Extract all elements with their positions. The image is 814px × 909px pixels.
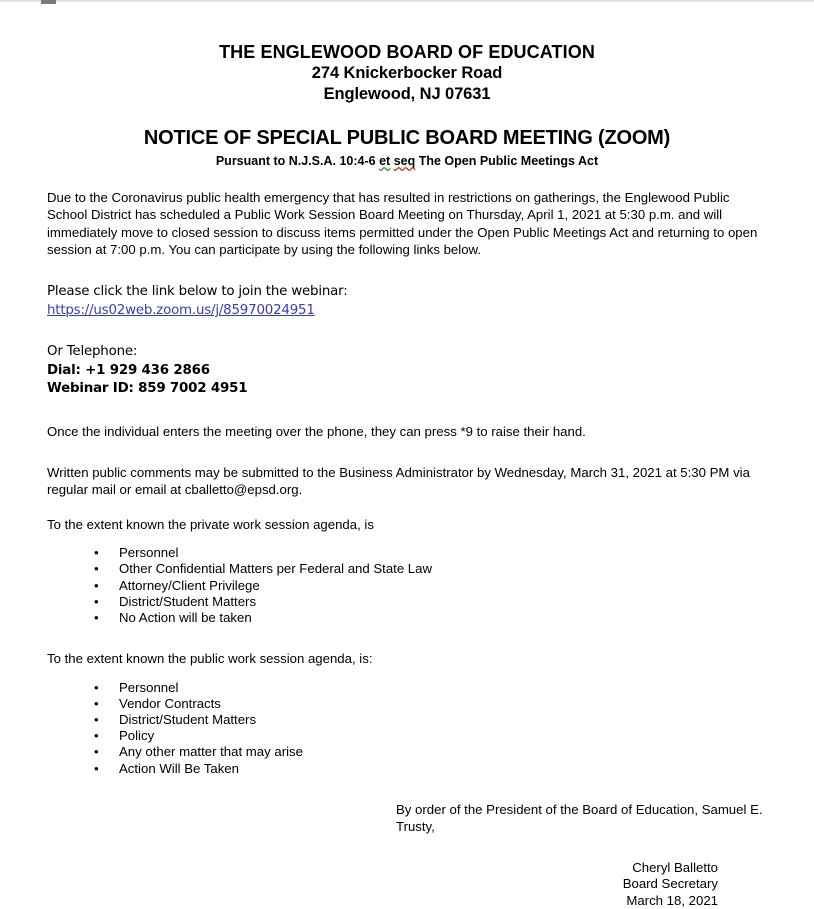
letterhead-city-state-zip: Englewood, NJ 07631 bbox=[323, 85, 491, 103]
list-item-label: Personnel bbox=[119, 679, 179, 695]
list-item-label: Any other matter that may arise bbox=[119, 744, 303, 760]
spacer bbox=[47, 499, 766, 516]
list-item-label: Vendor Contracts bbox=[119, 695, 221, 711]
statute-citation-suffix: The Open Public Meetings Act bbox=[415, 154, 599, 168]
spacer bbox=[47, 168, 766, 189]
list-item bbox=[72, 610, 766, 626]
notice-statute-subtitle bbox=[0, 150, 814, 168]
bullet-icon: • bbox=[94, 679, 99, 695]
list-item-label: District/Student Matters bbox=[119, 712, 257, 728]
spacer bbox=[47, 259, 766, 283]
bullet-icon: • bbox=[94, 610, 99, 626]
private-agenda-heading: To the extent known the private work session agenda, is bbox=[47, 516, 374, 532]
spacer bbox=[47, 668, 766, 680]
list-item-label: No Action will be taken bbox=[119, 610, 252, 626]
letterhead-street: 274 Knickerbocker Road bbox=[311, 64, 503, 82]
letterhead-organization: THE ENGLEWOOD BOARD OF EDUCATION bbox=[219, 42, 595, 62]
bullet-icon: • bbox=[94, 712, 99, 728]
bullet-icon: • bbox=[94, 695, 99, 711]
bullet-icon: • bbox=[94, 577, 99, 593]
spellcheck-flagged-word-seq: seq bbox=[393, 154, 416, 168]
statute-citation-prefix: Pursuant to N.J.S.A. 10:4-6 bbox=[215, 154, 380, 168]
signatory-name: Cheryl Balletto bbox=[632, 859, 718, 875]
list-item bbox=[72, 561, 766, 577]
spacer bbox=[47, 626, 766, 650]
list-item bbox=[72, 761, 766, 777]
join-webinar-prompt: Please click the link below to join the webinar: bbox=[47, 283, 348, 299]
list-item bbox=[72, 594, 766, 610]
letterhead bbox=[0, 0, 814, 104]
list-item-label: District/Student Matters bbox=[119, 593, 257, 609]
spacer bbox=[47, 836, 766, 860]
notice-title: NOTICE OF SPECIAL PUBLIC BOARD MEETING (ZOOM) bbox=[143, 127, 671, 149]
grammar-flagged-word-et: et bbox=[379, 154, 391, 168]
list-item bbox=[72, 728, 766, 744]
spacer bbox=[47, 440, 766, 464]
list-item bbox=[72, 744, 766, 760]
document-body bbox=[0, 168, 814, 909]
spacer bbox=[47, 319, 766, 343]
by-order-line: By order of the President of the Board of Education, Samuel E. Trusty, bbox=[396, 801, 763, 835]
list-item bbox=[72, 545, 766, 561]
telephone-label: Or Telephone: bbox=[47, 344, 138, 360]
public-agenda-heading: To the extent known the public work session agenda, is: bbox=[47, 651, 373, 667]
spacer bbox=[47, 399, 766, 423]
bullet-icon: • bbox=[94, 545, 99, 561]
list-item-label: Other Confidential Matters per Federal and State Law bbox=[119, 561, 433, 577]
list-item bbox=[72, 680, 766, 696]
list-item-label: Action Will Be Taken bbox=[119, 760, 239, 776]
signatory-title: Board Secretary bbox=[622, 876, 718, 892]
raise-hand-paragraph: Once the individual enters the meeting over the phone, they can press *9 to raise their hand. bbox=[47, 423, 586, 439]
list-item bbox=[72, 696, 766, 712]
public-agenda-list bbox=[47, 680, 766, 777]
bullet-icon: • bbox=[94, 728, 99, 744]
zoom-webinar-link[interactable]: https://us02web.zoom.us/j/85970024951 bbox=[47, 303, 315, 319]
list-item-label: Attorney/Client Privilege bbox=[119, 577, 260, 593]
webinar-link-row bbox=[47, 301, 766, 319]
signature-date: March 18, 2021 bbox=[626, 892, 718, 908]
list-item-label: Personnel bbox=[119, 545, 179, 561]
intro-paragraph: Due to the Coronavirus public health emergency that has resulted in restrictions on gatherings, the Englewood Public School District has scheduled a Public Work Session Board Meeting on Thursday, April 1, 2021 at 5:30 p.m. and will immediately move to closed session to discuss items permitted under the Open Public Meetings Act and returning to open session at 7:00 p.m. You can participate by using the following links below. bbox=[47, 190, 758, 258]
list-item bbox=[72, 578, 766, 594]
bullet-icon: • bbox=[94, 593, 99, 609]
written-comments-paragraph: Written public comments may be submitted to the Business Administrator by Wednesday, March 31, 2021 at 5:30 PM via regular mail or email at cballetto@epsd.org. bbox=[47, 465, 750, 498]
spacer bbox=[47, 533, 766, 545]
bullet-icon: • bbox=[94, 561, 99, 577]
list-item-label: Policy bbox=[119, 728, 155, 744]
bullet-icon: • bbox=[94, 760, 99, 776]
webinar-id: Webinar ID: 859 7002 4951 bbox=[47, 381, 248, 397]
signature-block bbox=[47, 860, 766, 909]
spacer bbox=[47, 777, 766, 801]
list-item bbox=[72, 712, 766, 728]
dial-number: Dial: +1 929 436 2866 bbox=[47, 362, 210, 378]
private-agenda-list bbox=[47, 545, 766, 626]
bullet-icon: • bbox=[94, 744, 99, 760]
